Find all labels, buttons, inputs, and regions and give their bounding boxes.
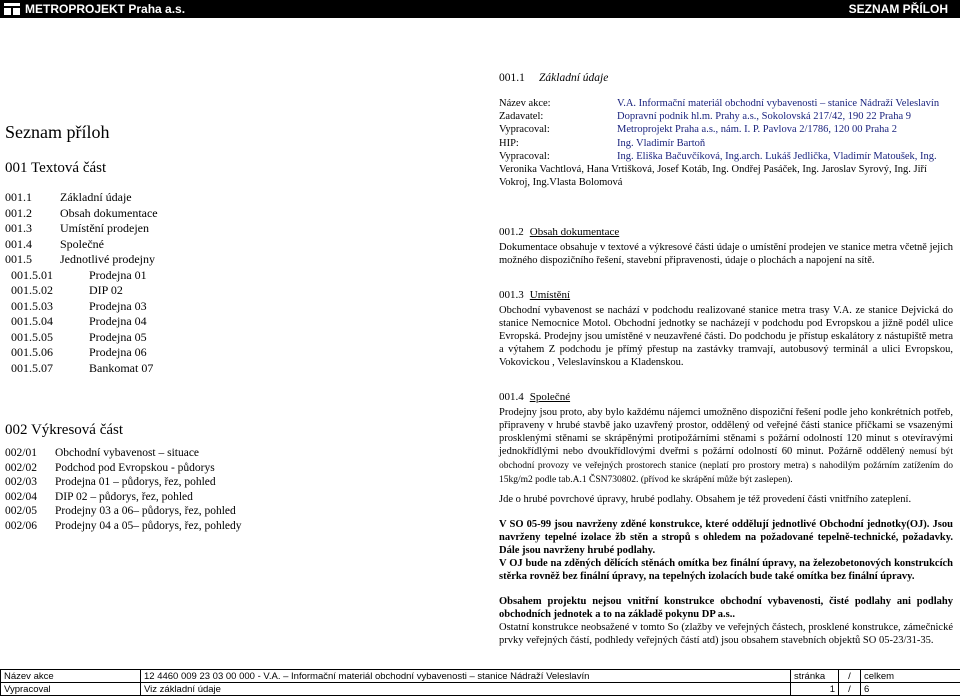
drawing-item [5, 504, 242, 519]
toc-item [5, 190, 158, 206]
metadata-row [499, 110, 953, 123]
drawing-item [5, 475, 242, 490]
footer-total: 6 [861, 683, 960, 696]
section-text-bold: V OJ bude na zděných dělících stěnách omítka bez finální úpravy, na železobetonových konstrukcích stěrka rovněž bez finální úpravy, na tepelných izolacích bude také omítka bez finální úpravy. [499, 558, 953, 582]
drawing-number: 002/05 [5, 505, 37, 517]
toc-item-number: 001.5 [5, 252, 32, 266]
basic-info-title: Základní údaje [539, 72, 609, 84]
toc-item [5, 221, 158, 237]
footer-project: 12 4460 009 23 03 00 000 - V.A. – Informační materiál obchodní vybavenosti – stanice Nádraží Veleslavín [141, 670, 791, 683]
drawing-number: 002/06 [5, 519, 37, 532]
footer-slash: / [839, 683, 861, 696]
toc-item [5, 361, 158, 377]
footer-slash: / [839, 670, 861, 683]
toc-list [5, 190, 158, 376]
project-metadata [499, 97, 953, 189]
toc-item-number: 001.4 [5, 236, 32, 251]
toc-item-label: Umístění prodejen [60, 221, 149, 235]
basic-info-number: 001.1 [499, 72, 525, 84]
toc-item-label: Prodejna 03 [89, 298, 147, 313]
toc-item-label: Prodejna 04 [89, 314, 147, 328]
toc-item [5, 268, 158, 284]
company-name: METROPROJEKT Praha a.s. [25, 2, 186, 16]
toc-item-label: Bankomat 07 [89, 360, 154, 375]
section-text: Prodejny jsou proto, aby bylo každému nájemci umožněno dispoziční řešení podle jeho konkrétních potřeb, připraveny v hrubé stavbě jako uzavřený prostor, oddělený od veřejné části stanice příčkami se vsazenými prosklenými stěnami se skrápěnými protipožárními stěnami s požární odolností 120 minut s otevíravými jednokřídlými nebo dvoukřídlovými dveřmi s požární odolností 60 minut. Požárně oddělený nemusí být obchodní provozy ve veřejných prostorech stanice (neplatí pro prostory metra) s nahodilým požárním zatížením do 15kg/m2 podle tab.A.1 ČSN730802. (přívod ke skrápění může být zaslepen). [499, 407, 954, 485]
basic-info-heading [499, 72, 608, 84]
footer-page: 1 [791, 683, 839, 696]
toc-item-number: 001.5.06 [11, 345, 53, 359]
drawing-label: Prodejny 03 a 06– půdorys, řez, pohled [55, 505, 236, 517]
section-text: Jde o hrubé povrchové úpravy, hrubé podlahy. Obsahem je též provedení části vnitřního zateplení. [499, 494, 912, 505]
toc-item-number: 001.5.05 [11, 329, 53, 344]
section-obsah [499, 226, 953, 267]
metadata-value: Dopravní podnik hl.m. Prahy a.s., Sokolovská 217/42, 190 22 Praha 9 [617, 111, 911, 123]
section-text: Ostatní konstrukce neobsažené v tomto So (zlažby ve veřejných částech, prosklené konstrukce, zámečnické prvky veřejných částí, podhledy veřejných částí atd) jsou obsahem stavebních objektů SO 05-23/31-35. [499, 622, 953, 646]
metadata-label: HIP: [499, 137, 519, 149]
authors-continuation: Veronika Vachtlová, Hana Vrtišková, Josef Kotáb, Ing. Ondřej Pasáček, Ing. Jaroslav Syrový, Ing. Jiří Vokroj, Ing.Vlasta Bolomová [499, 164, 927, 189]
section-text-bold: Obsahem projektu nejsou vnitřní konstrukce obchodní vybavenosti, čisté podlahy ani podlahy obchodních jednotek a to na základě pokynu DP a.s.. [499, 596, 953, 620]
toc-section-drawings: 002 Výkresová část [5, 422, 124, 438]
company-logo-icon [4, 3, 20, 15]
metadata-label: Vypracoval: [499, 124, 550, 136]
header-bar [0, 0, 960, 18]
metadata-row [499, 137, 953, 150]
toc-item-number: 001.5.03 [11, 298, 53, 313]
drawing-label: Prodejna 01 – půdorys, řez, pohled [55, 476, 216, 488]
footer-author: Viz základní údaje [141, 683, 791, 696]
drawing-label: Prodejny 04 a 05– půdorys, řez, pohledy [55, 519, 242, 532]
footer-label: Název akce [1, 670, 141, 683]
drawing-item [5, 446, 242, 461]
toc-item [5, 314, 158, 330]
toc-item [5, 237, 158, 253]
toc-item-number: 001.2 [5, 205, 32, 220]
section-text-bold: V SO 05-99 jsou navrženy zděné konstrukce, které oddělují jednotlivé Obchodní jednotky(OJ). Jsou navrženy tepelné izolace žb stěn a stropů s ohledem na požadované tepelně-technické, požadavky. Dále jsou navrženy hrubé podlahy. [499, 519, 953, 556]
section-heading: 001.3 Umístění [499, 289, 571, 301]
metadata-value: Ing. Vladimír Bartoň [617, 137, 706, 149]
toc-item-number: 001.5.02 [11, 283, 53, 297]
metadata-value: Ing. Eliška Bačuvčíková, Ing.arch. Lukáš Jedlička, Vladimír Matoušek, Ing. [617, 150, 937, 162]
toc-item-number: 001.5.01 [11, 267, 53, 282]
metadata-row [499, 97, 953, 110]
footer-stamp [0, 669, 960, 697]
footer-label: Vypracoval [1, 683, 141, 696]
toc-item-number: 001.5.07 [11, 360, 53, 375]
metadata-label: Název akce: [499, 98, 551, 109]
metadata-value: Metroprojekt Praha a.s., nám. I. P. Pavlova 2/1786, 120 00 Praha 2 [617, 124, 897, 136]
drawing-label: Podchod pod Evropskou - půdorys [55, 461, 215, 474]
drawing-number: 002/02 [5, 461, 37, 474]
document-title: SEZNAM PŘÍLOH [848, 2, 948, 16]
toc-item [5, 283, 158, 299]
section-text: Obchodní vybavenost se nachází v podchodu realizované stanice metra trasy V.A. ze stanice Dejvická do stanice Nemocnice Motol. Obchodní jednotky se nacházejí v podchodu pod Evropskou a jižně podél ulice Evropská. Prodejny jsou umístěné v neuzavřené části. Do podchodu je přístup eskalátory z nástupiště metra a výtahem Z podchodu je přímý přestup na zastávky tramvají, autobusový terminál a ulici Evropskou, Vokovickou , Veleslavínskou a Kladenskou. [499, 305, 953, 368]
section-heading: 001.4 Společné [499, 391, 571, 403]
drawing-number: 002/03 [5, 476, 37, 488]
toc-item [5, 206, 158, 222]
toc-item-label: Prodejna 05 [89, 329, 147, 344]
toc-item [5, 252, 158, 268]
toc-item-number: 001.1 [5, 190, 32, 204]
toc-item [5, 299, 158, 315]
metadata-label: Zadavatel: [499, 111, 544, 123]
toc-item-label: Obsah dokumentace [60, 205, 158, 220]
toc-item-number: 001.3 [5, 221, 32, 235]
drawings-list [5, 446, 242, 533]
drawing-number: 002/04 [5, 490, 37, 503]
metadata-value: V.A. Informační materiál obchodní vybavenosti – stanice Nádraží Veleslavín [617, 98, 940, 109]
toc-item-label: Prodejna 06 [89, 345, 147, 359]
toc-item [5, 345, 158, 361]
toc-section-text: 001 Textová část [5, 160, 107, 176]
drawing-label: DIP 02 – půdorys, řez, pohled [55, 490, 193, 503]
toc-item [5, 330, 158, 346]
section-spolecne [499, 391, 953, 647]
section-heading: 001.2 Obsah dokumentace [499, 226, 620, 238]
toc-item-number: 001.5.04 [11, 314, 53, 328]
section-umisteni [499, 289, 953, 369]
toc-item-label: DIP 02 [89, 283, 123, 297]
drawing-number: 002/01 [5, 447, 37, 459]
toc-item-label: Základní údaje [60, 190, 132, 204]
metadata-row [499, 150, 953, 163]
toc-item-label: Společné [60, 236, 104, 251]
drawing-label: Obchodní vybavenost – situace [55, 447, 200, 459]
footer-total-label: celkem [861, 670, 960, 683]
drawing-item [5, 461, 242, 476]
toc-heading: Seznam příloh [5, 122, 110, 142]
toc-item-label: Prodejna 01 [89, 267, 147, 282]
drawing-item [5, 519, 242, 534]
section-text: Dokumentace obsahuje v textové a výkresové části údaje o umístění prodejen ve stanice metra včetně jejich možného dispozičního řešení, stavební připravenosti, údaje o plochách a napojení na sítě. [499, 242, 953, 266]
metadata-row [499, 123, 953, 136]
drawing-item [5, 490, 242, 505]
metadata-label: Vypracoval: [499, 150, 550, 162]
footer-page-label: stránka [791, 670, 839, 683]
toc-item-label: Jednotlivé prodejny [60, 252, 155, 266]
